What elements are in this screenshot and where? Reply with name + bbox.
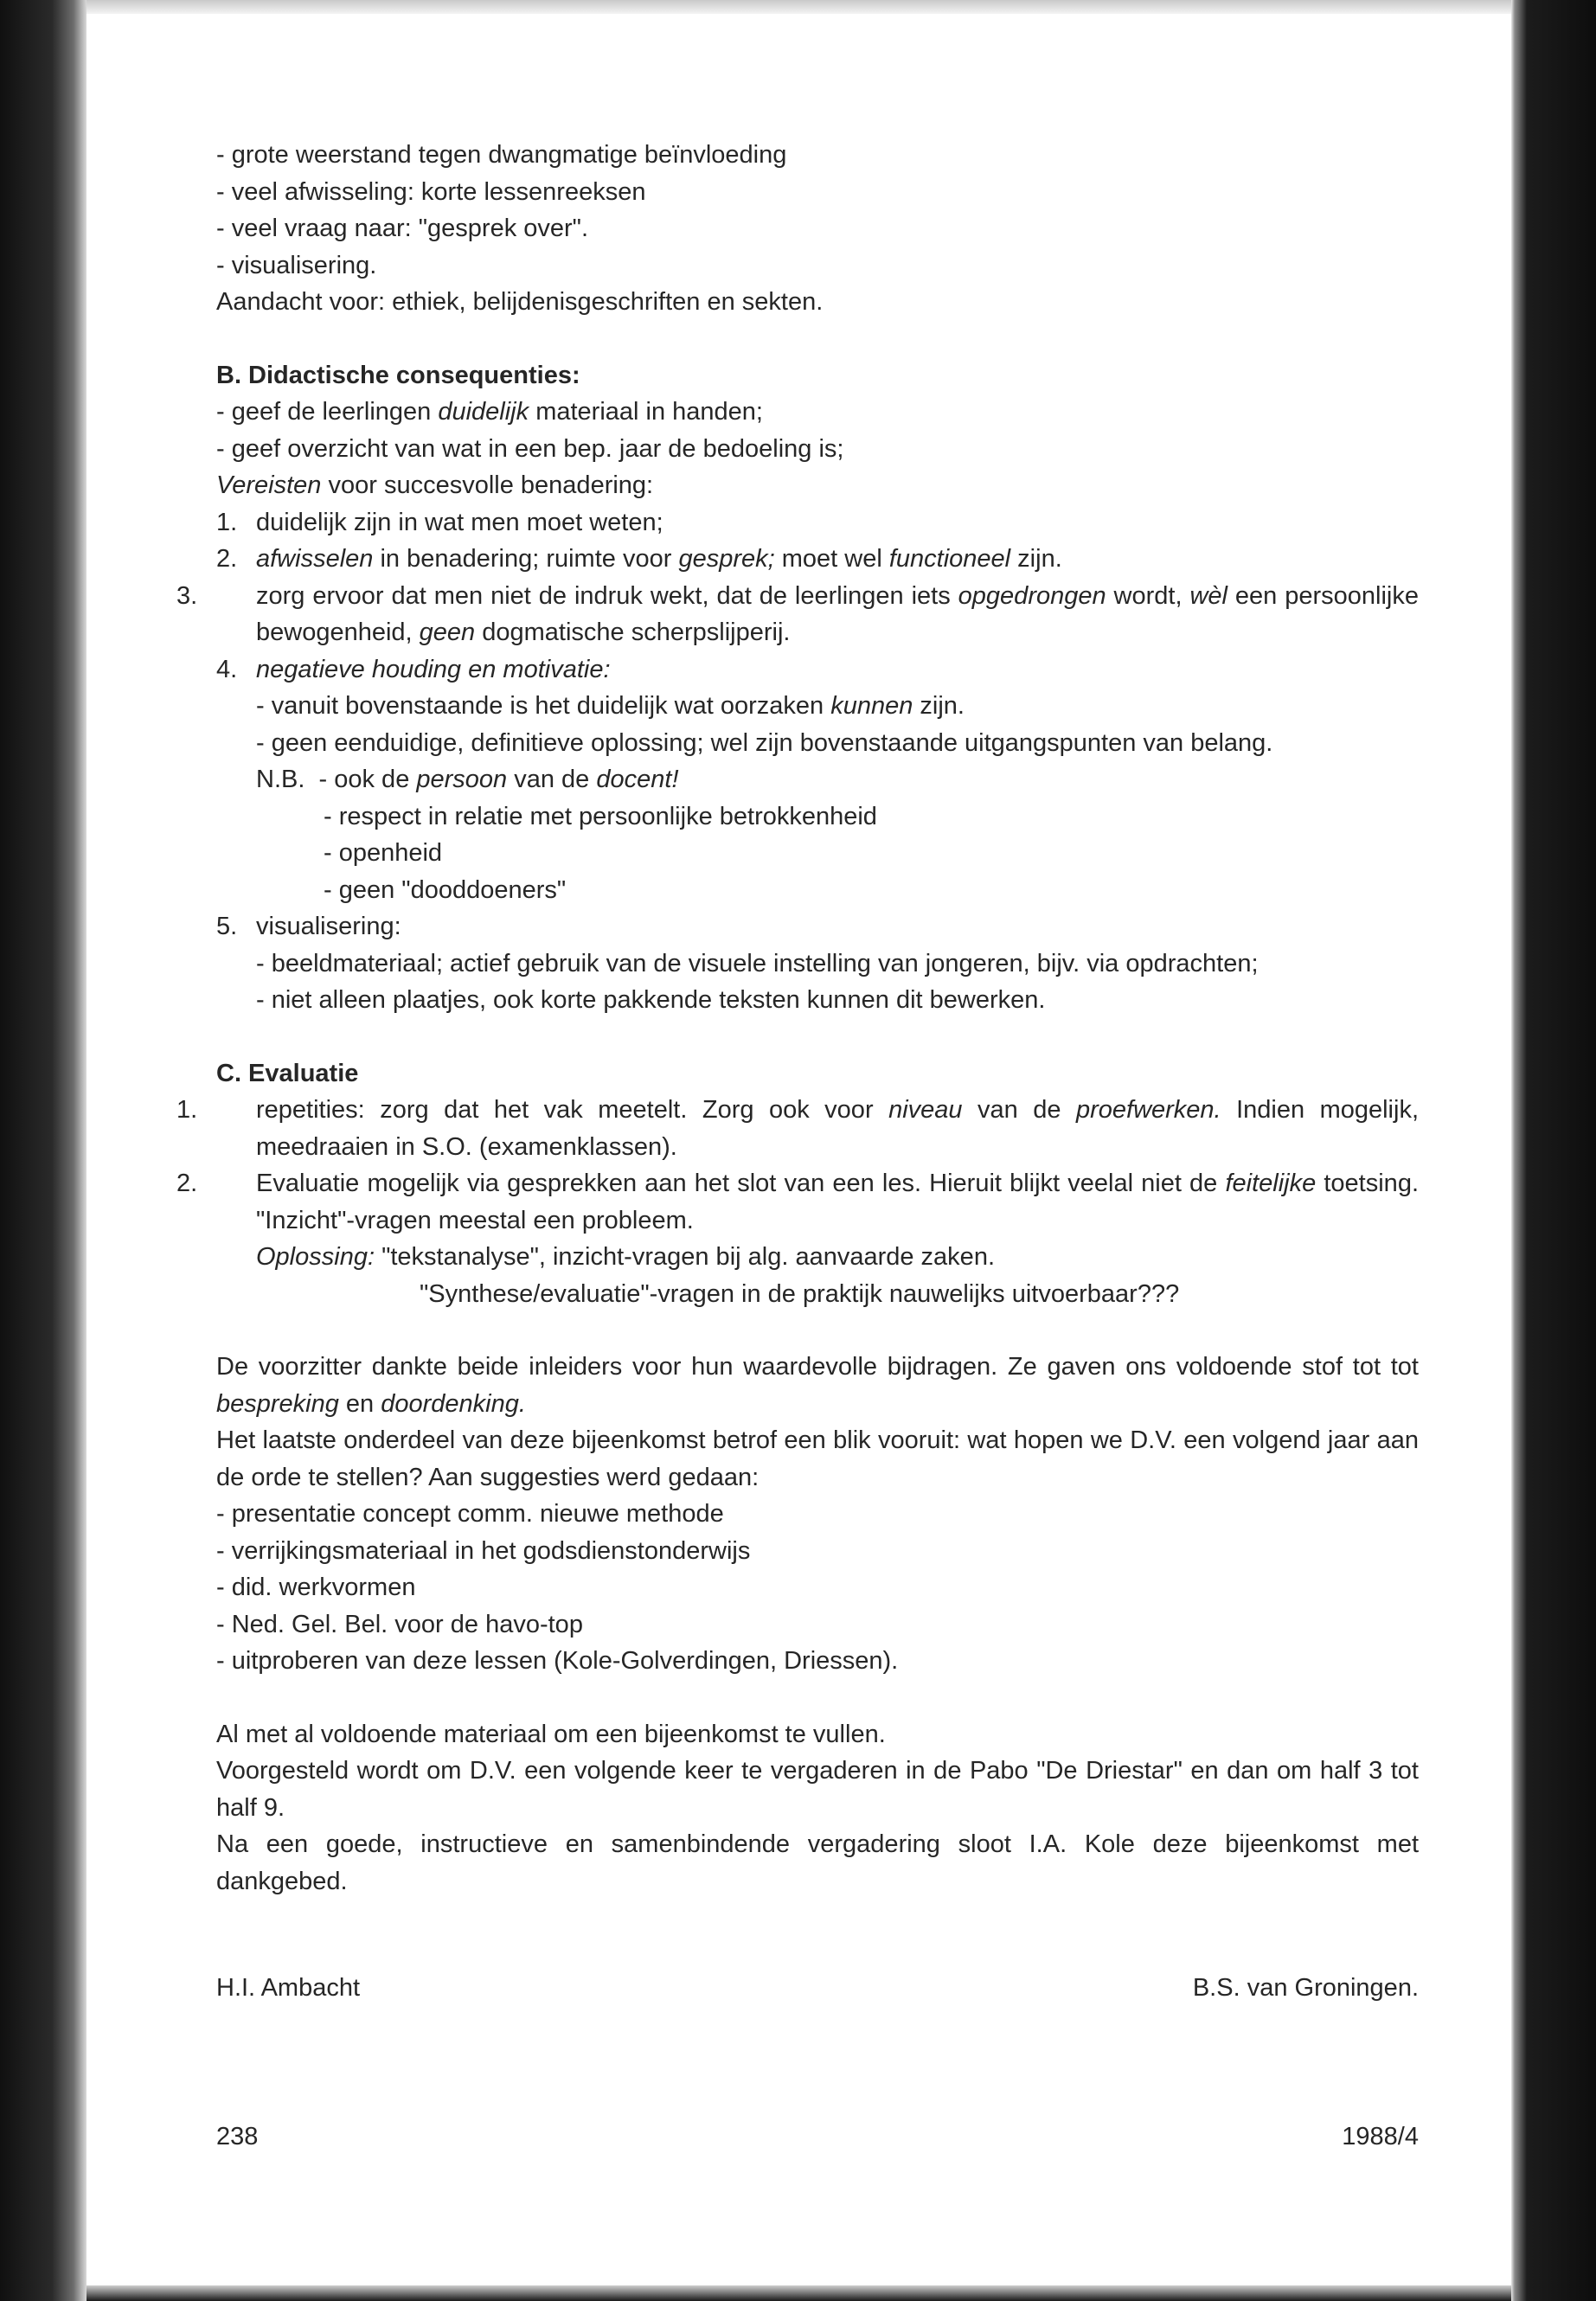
section-b-bullet-1: - geef de leerlingen duidelijk materiaal in handen; [216, 398, 763, 426]
nb-line-3: - openheid [324, 839, 443, 867]
intro-attention: Aandacht voor: ethiek, belijdenisgeschriften en sekten. [216, 288, 824, 316]
suggestion-item: - did. werkvormen [216, 1574, 416, 1601]
issue-number: 1988/4 [1342, 2123, 1419, 2150]
signature-left: H.I. Ambacht [216, 1974, 361, 2002]
scan-shadow-top [87, 0, 1511, 14]
section-b-heading: B. Didactische consequenties: [216, 361, 580, 389]
suggestion-item: - uitproberen van deze lessen (Kole-Golverdingen, Driessen). [216, 1647, 899, 1675]
closing-paragraph-5: Na een goede, instructieve en samenbindende vergadering sloot I.A. Kole deze bijeenkomst met dankgebed. [216, 1830, 1419, 1895]
oplossing-label: Oplossing: [256, 1243, 375, 1271]
intro-item: - grote weerstand tegen dwangmatige beïnvloeding [216, 141, 787, 169]
page-number: 238 [216, 2123, 259, 2150]
suggestion-item: - Ned. Gel. Bel. voor de havo-top [216, 1610, 583, 1638]
scan-shadow-right [1511, 0, 1596, 2301]
signatures [216, 1974, 1419, 2003]
section-b-item-5-sub-1: - beeldmateriaal; actief gebruik van de visuele instelling van jongeren, bijv. via opdrachten; [256, 949, 1259, 977]
signature-right: B.S. van Groningen. [1192, 1974, 1419, 2002]
intro-item: - veel vraag naar: "gesprek over". [216, 215, 589, 242]
nb-line-1: N.B. - ook de persoon van de docent! [256, 766, 679, 793]
section-b-item-5: 5. visualisering: [216, 913, 401, 940]
intro-item: - visualisering. [216, 251, 377, 279]
section-c-heading: C. Evaluatie [216, 1059, 359, 1087]
page-footer [216, 2123, 1419, 2151]
closing-paragraph-2: Het laatste onderdeel van deze bijeenkomst betrof een blik vooruit: wat hopen we D.V. een volgend jaar aan de orde te stellen? Aan suggesties werd gedaan: [216, 1426, 1419, 1491]
oplossing-line-1: Oplossing: "tekstanalyse", inzicht-vragen bij alg. aanvaarde zaken. [256, 1243, 996, 1271]
section-b-item-4-sub-2: - geen eenduidige, definitieve oplossing; wel zijn bovenstaande uitgangspunten van belang. [256, 728, 1273, 757]
oplossing-line-2: "Synthese/evaluatie"-vragen in de praktijk nauwelijks uitvoerbaar??? [420, 1279, 1180, 1308]
section-b-item-2: 2. afwisselen in benadering; ruimte voor gesprek; moet wel functioneel zijn. [216, 545, 1062, 573]
section-b-requirements: Vereisten voor succesvolle benadering: [216, 471, 654, 499]
page-body [176, 137, 1420, 1900]
suggestion-item: - verrijkingsmateriaal in het godsdienstonderwijs [216, 1536, 751, 1565]
nb-label: N.B. [256, 766, 305, 793]
intro-item: - veel afwisseling: korte lessenreeksen [216, 177, 646, 206]
nb-line-4: - geen "dooddoeners" [324, 875, 567, 904]
nb-line-2: - respect in relatie met persoonlijke betrokkenheid [324, 802, 877, 830]
section-b-bullet-2: - geef overzicht van wat in een bep. jaar de bedoeling is; [216, 434, 844, 463]
section-c-item-1: 1. repetities: zorg dat het vak meetelt. Zorg ook voor niveau van de proefwerken. Indien mogelijk, meedraaien in S.O. (examenklassen). [176, 1096, 1420, 1161]
section-b-item-1: 1. duidelijk zijn in wat men moet weten; [216, 508, 663, 536]
suggestion-item: - presentatie concept comm. nieuwe methode [216, 1500, 724, 1528]
section-b-item-5-sub-2: - niet alleen plaatjes, ook korte pakkende teksten kunnen dit bewerken. [256, 986, 1046, 1014]
scan-shadow-left [0, 0, 87, 2301]
closing-paragraph-1: De voorzitter dankte beide inleiders voor hun waardevolle bijdragen. Ze gaven ons voldoende stof tot tot bespreking en doordenking. [216, 1353, 1419, 1418]
section-b-item-4: 4. negatieve houding en motivatie: [216, 655, 611, 683]
section-c-item-2: 2. Evaluatie mogelijk via gesprekken aan het slot van een les. Hieruit blijkt veelal niet de feitelijke toetsing. "Inzicht"-vragen meestal een probleem. [176, 1170, 1420, 1234]
section-b-item-4-sub-1: - vanuit bovenstaande is het duidelijk wat oorzaken kunnen zijn. [256, 692, 965, 720]
closing-paragraph-4: Voorgesteld wordt om D.V. een volgende keer te vergaderen in de Pabo "De Driestar" en dan om half 3 tot half 9. [216, 1757, 1419, 1822]
scan-shadow-bottom [87, 2285, 1511, 2301]
section-b-item-3: 3. zorg ervoor dat men niet de indruk wekt, dat de leerlingen iets opgedrongen wordt, wèl een persoonlijke bewogenheid, geen dogmatische scherpslijperij. [176, 581, 1419, 646]
closing-paragraph-3: Al met al voldoende materiaal om een bijeenkomst te vullen. [216, 1720, 886, 1748]
